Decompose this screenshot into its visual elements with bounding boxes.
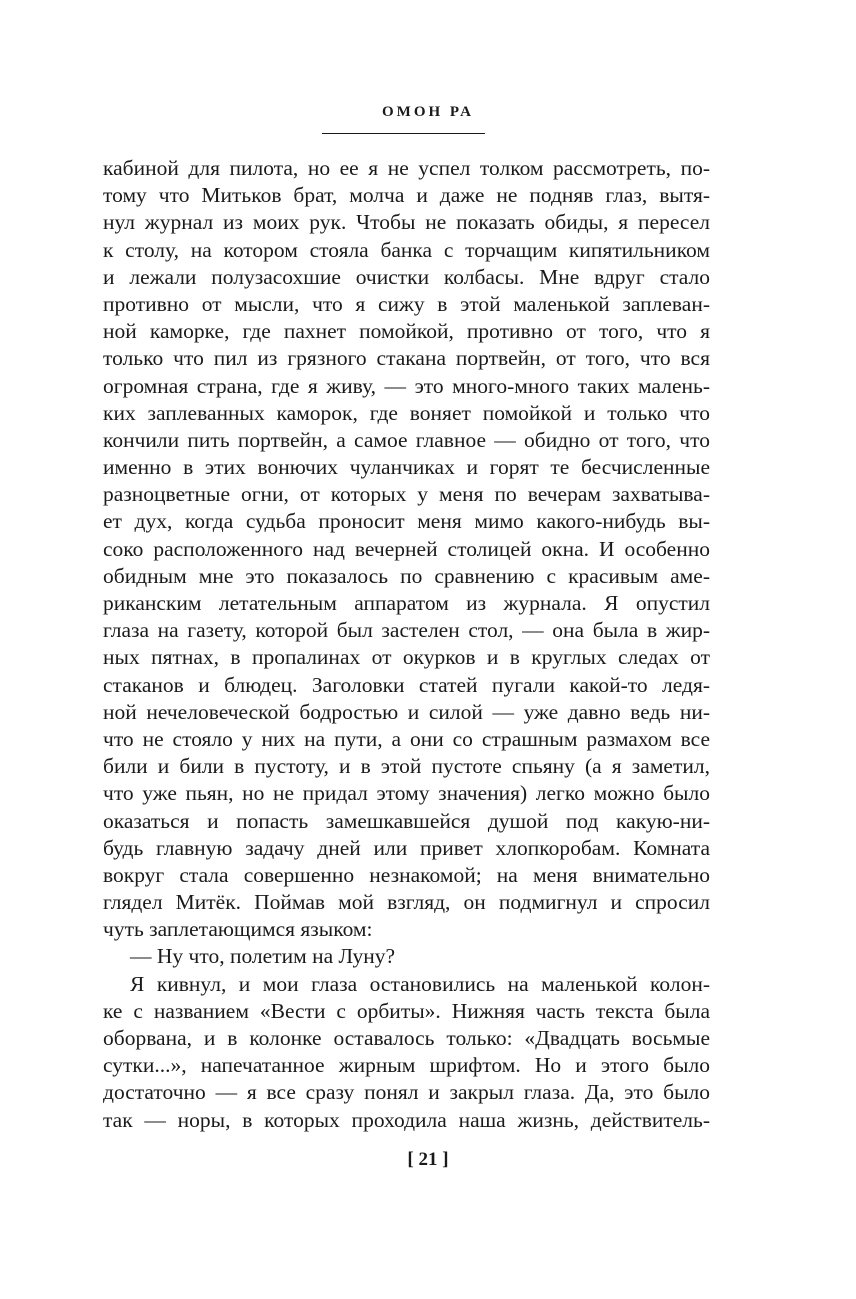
text-block [103, 155, 710, 1134]
running-head-rule [322, 133, 485, 134]
text-line: соко расположенного над вечерней столицей окна. И особенно [103, 536, 710, 561]
text-line: ет дух, когда судьба проносит меня мимо какого-нибудь вы- [103, 509, 710, 534]
text-line: ной каморке, где пахнет помойкой, противно от того, что я [103, 319, 710, 344]
text-line: будь главную задачу дней или привет хлопкоробам. Комната [103, 835, 710, 860]
page-number: [ 21 ] [407, 1149, 449, 1170]
text-line: к столу, на котором стояла банка с торчащим кипятильником [103, 237, 710, 262]
text-line: именно в этих вонючих чуланчиках и горят те бесчисленные [103, 455, 710, 480]
text-line: ких заплеванных каморок, где воняет помойкой и только что [103, 400, 710, 425]
text-line: стаканов и блюдец. Заголовки статей пугали какой-то ледя- [103, 672, 710, 697]
text-line: нул журнал из моих рук. Чтобы не показать обиды, я пересел [103, 210, 710, 235]
dialogue-line: — Ну что, полетим на Луну? [130, 944, 396, 969]
text-line: ных пятнах, в пропалинах от окурков и в круглых следах от [103, 645, 710, 670]
text-line: били и били в пустоту, и в этой пустоте спьяну (а я заметил, [103, 754, 710, 779]
text-line: кончили пить портвейн, а самое главное — обидно от того, что [103, 427, 710, 452]
text-line: противно от мысли, что я сижу в этой маленькой заплеван- [103, 291, 710, 316]
text-line: кабиной для пилота, но ее я не успел толком рассмотреть, по- [103, 156, 710, 180]
text-line: и лежали полузасохшие очистки колбасы. Мне вдруг стало [103, 264, 710, 289]
text-line: ной нечеловеческой бодростью и силой — уже давно ведь ни- [103, 699, 710, 724]
text-line: оборвана, и в колонке оставалось только: «Двадцать восьмые [103, 1026, 710, 1050]
text-line: сутки...», напечатанное жирным шрифтом. Но и этого было [103, 1053, 710, 1078]
text-line: глядел Митёк. Поймав мой взгляд, он подмигнул и спросил [103, 890, 710, 915]
text-line: вокруг стала совершенно незнакомой; на меня внимательно [103, 862, 710, 887]
running-head: ОМОН РА [382, 104, 474, 120]
text-line: оказаться и попасть замешкавшейся душой под какую-ни- [103, 808, 710, 833]
text-line: достаточно — я все сразу понял и закрыл глаза. Да, это было [103, 1080, 710, 1105]
text-line: огромная страна, где я живу, — это много-много таких малень- [103, 373, 710, 398]
text-line: что не стояло у них на пути, а они со страшным размахом все [103, 726, 710, 751]
text-line: ке с названием «Вести с орбиты». Нижняя часть текста была [103, 998, 710, 1023]
text-line: риканским летательным аппаратом из журнала. Я опустил [103, 591, 710, 615]
text-line: разноцветные огни, от которых у меня по вечерам захватыва- [103, 482, 710, 507]
text-line: обидным мне это показалось по сравнению с красивым аме- [103, 563, 710, 588]
text-line: чуть заплетающимся языком: [103, 917, 373, 942]
text-line: глаза на газету, которой был застелен стол, — она была в жир- [103, 618, 710, 643]
text-line: только что пил из грязного стакана портвейн, от того, что вся [103, 346, 710, 371]
text-line: Я кивнул, и мои глаза остановились на маленькой колон- [130, 971, 710, 996]
text-line: так — норы, в которых проходила наша жизнь, действитель- [103, 1107, 710, 1132]
text-line: тому что Митьков брат, молча и даже не подняв глаз, вытя- [103, 183, 710, 208]
text-line: что уже пьян, но не придал этому значения) легко можно было [103, 781, 710, 806]
